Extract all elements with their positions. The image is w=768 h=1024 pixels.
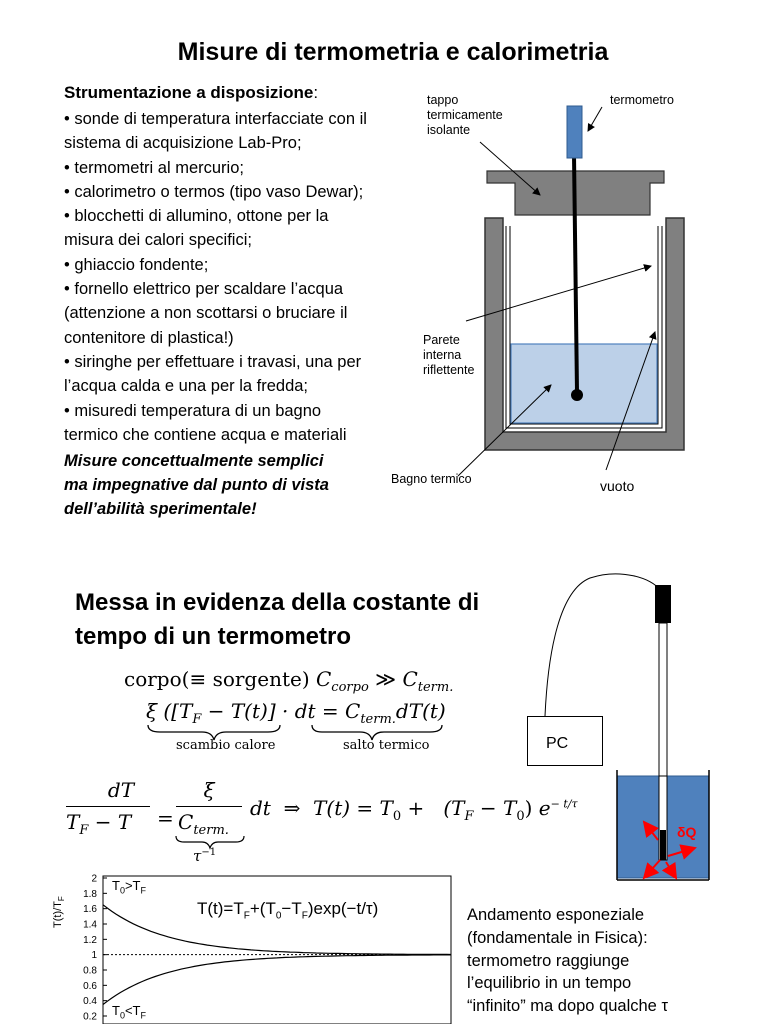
chart-ylabel-text: T(t)/T — [52, 901, 64, 928]
chart-formula — [197, 899, 378, 921]
label-cap-line: termicamente — [427, 108, 503, 122]
eq2-right-c: C — [345, 699, 361, 723]
pc-box — [527, 716, 603, 766]
chart-upper-label — [112, 878, 146, 896]
formula-part: T(t)=T — [197, 899, 244, 918]
probe-apparatus — [0, 560, 768, 900]
y-tick-label: 1 — [91, 950, 97, 962]
dq-label: δQ — [677, 824, 697, 840]
eq1-relation: ≫ — [375, 667, 397, 691]
arrow-thermometer — [588, 107, 602, 131]
list-line: contenitore di plastica!) — [64, 328, 234, 347]
y-tick-label: 0.2 — [83, 1011, 97, 1023]
list-line: • ghiaccio fondente; — [64, 255, 209, 274]
list-line: • fornello elettrico per scaldare l’acqua — [64, 280, 344, 299]
formula-part: −T — [281, 899, 302, 918]
arrow-cap — [480, 142, 540, 195]
brace-right-label: salto termico — [343, 738, 430, 753]
label-cap — [427, 93, 503, 138]
list-line: • siringhe per effettuare i travasi, una per — [64, 352, 362, 371]
probe-cable — [545, 574, 660, 716]
description-line: “infinito” ma dopo qualche τ — [467, 997, 668, 1016]
probe-sensor — [660, 830, 666, 860]
eq3-paren-mid: − T — [473, 796, 517, 820]
eq3-implies: ⇒ — [283, 796, 301, 820]
y-tick-label: 1.6 — [83, 904, 97, 916]
eq3-dt: dt — [250, 796, 271, 820]
list-line: l’acqua calda e una per la fredda; — [64, 377, 309, 396]
instrumentation-heading-text: Strumentazione a disposizione — [64, 83, 314, 102]
eq3-frac1-den-t: T — [66, 810, 80, 834]
eq3-paren-end: ) — [524, 796, 533, 820]
y-tick-label: 2 — [91, 873, 97, 885]
eq3-exp: − t/τ — [550, 797, 578, 811]
eq3-paren-f: F — [464, 809, 474, 824]
water-bath — [511, 344, 657, 423]
list-line: • misuredi temperatura di un bagno — [64, 401, 322, 420]
eq2-left-a: ξ ([T — [146, 699, 193, 723]
thermometer-head — [567, 106, 582, 158]
eq1-c: C — [315, 667, 332, 691]
eq2-left-rest: − T(t)] · dt — [201, 699, 316, 723]
chart-ylabel — [52, 896, 66, 928]
formula-sub: F — [301, 910, 308, 922]
label-thermometer: termometro — [610, 93, 674, 107]
page-title: Misure di termometria e calorimetria — [177, 38, 609, 66]
chart-ylabel-sub: F — [57, 896, 67, 902]
series-line — [103, 955, 451, 1005]
label-vacuum: vuoto — [600, 478, 635, 494]
label-wall — [423, 333, 474, 378]
emphasis-line: Misure concettualmente semplici — [64, 452, 324, 470]
eq3-paren: (T — [443, 796, 465, 820]
eq1-lhs: corpo(≡ sorgente) — [124, 667, 310, 691]
formula-sub: 0 — [275, 910, 282, 922]
eq3-frac2-num-text: ξ — [203, 778, 215, 802]
eq2-right-rest: dT(t) — [395, 699, 446, 723]
eq3-frac2-den-c: C — [178, 810, 194, 834]
list-line: sistema di acquisizione Lab-Pro; — [64, 134, 302, 153]
pc-label: PC — [546, 735, 569, 752]
label-cap-line: isolante — [427, 123, 471, 137]
eq2-right-sub: term. — [360, 712, 396, 727]
eq1-cterm: C — [402, 667, 418, 691]
eq3-rhs-sub0: 0 — [392, 809, 402, 824]
label-wall-line: riflettente — [423, 363, 475, 377]
eq3-rhs-start: T(t) = T — [313, 796, 393, 820]
probe-handle — [655, 585, 671, 623]
upper-sub0: 0 — [119, 885, 125, 896]
upper-gt: >T — [124, 878, 141, 893]
eq3-tau: τ — [193, 847, 202, 865]
description-line: termometro raggiunge — [467, 951, 630, 970]
list-line: • calorimetro o termos (tipo vaso Dewar); — [64, 182, 364, 201]
description-line: l’equilibrio in un tempo — [467, 974, 632, 993]
list-line: • termometri al mercurio; — [64, 158, 244, 177]
eq1-c-sub: corpo — [331, 680, 369, 695]
lower-subf: F — [140, 1010, 147, 1021]
emphasis-line: dell’abilità sperimentale! — [64, 500, 257, 518]
brace-left-label: scambio calore — [176, 738, 276, 753]
eq2-left-sub: F — [192, 712, 202, 727]
y-tick-label: 0.4 — [83, 996, 97, 1008]
upper-subf: F — [140, 885, 147, 896]
section-title-line: tempo di un termometro — [75, 623, 352, 650]
formula-part: +(T — [249, 899, 276, 918]
description-line: (fondamentale in Fisica): — [467, 928, 648, 947]
list-line: misura dei calori specifici; — [64, 231, 252, 250]
y-tick-label: 0.6 — [83, 980, 97, 992]
formula-sub: F — [243, 910, 250, 922]
eq3-e: e — [538, 796, 551, 820]
eq1-cterm-sub: term. — [417, 680, 454, 695]
y-tick-label: 0.8 — [83, 965, 97, 977]
list-line: • blocchetti di allumino, ottone per la — [64, 207, 329, 226]
arrow-bath — [458, 385, 551, 476]
label-bath: Bagno termico — [391, 472, 472, 486]
lower-sub0: 0 — [119, 1010, 125, 1021]
y-tick-label: 1.2 — [83, 934, 97, 946]
lower-t: T — [112, 1003, 120, 1018]
list-line: • sonde di temperatura interfacciate con il — [64, 110, 367, 128]
eq3-eq-sign: = — [157, 806, 174, 830]
eq3-plus: + — [407, 796, 425, 820]
section-title-line: Messa in evidenza della costante di — [75, 589, 480, 616]
thermometer-bulb — [571, 389, 583, 401]
exponential-description — [467, 904, 668, 1018]
eq2-equals: = — [321, 699, 339, 723]
eq3-tau-exp: −1 — [201, 847, 217, 858]
eq3-paren-0: 0 — [516, 809, 525, 824]
eq3-frac1-den-rest: − T — [88, 810, 132, 834]
label-cap-line: tappo — [427, 93, 459, 107]
lower-lt: <T — [124, 1003, 141, 1018]
y-tick-label: 1.8 — [83, 888, 97, 900]
emphasis-line: ma impegnative dal punto di vista — [64, 476, 329, 494]
chart-lower-label — [112, 1003, 146, 1021]
y-tick-label: 1.4 — [83, 919, 97, 931]
list-line: termico che contiene acqua e materiali — [64, 425, 347, 444]
label-wall-line: interna — [423, 348, 462, 362]
heading-colon: : — [313, 83, 319, 102]
eq3-frac2-den-sub: term. — [193, 823, 229, 838]
label-wall-line: Parete — [423, 333, 460, 347]
upper-t: T — [112, 878, 120, 893]
description-line: Andamento esponeziale — [467, 906, 645, 924]
eq3-frac1-den-sub: F — [79, 823, 89, 838]
formula-part: )exp(−t/τ) — [307, 899, 379, 918]
list-line: (attenzione a non scottarsi o bruciare il — [64, 304, 348, 323]
eq3-frac1-num-text: dT — [107, 778, 135, 802]
